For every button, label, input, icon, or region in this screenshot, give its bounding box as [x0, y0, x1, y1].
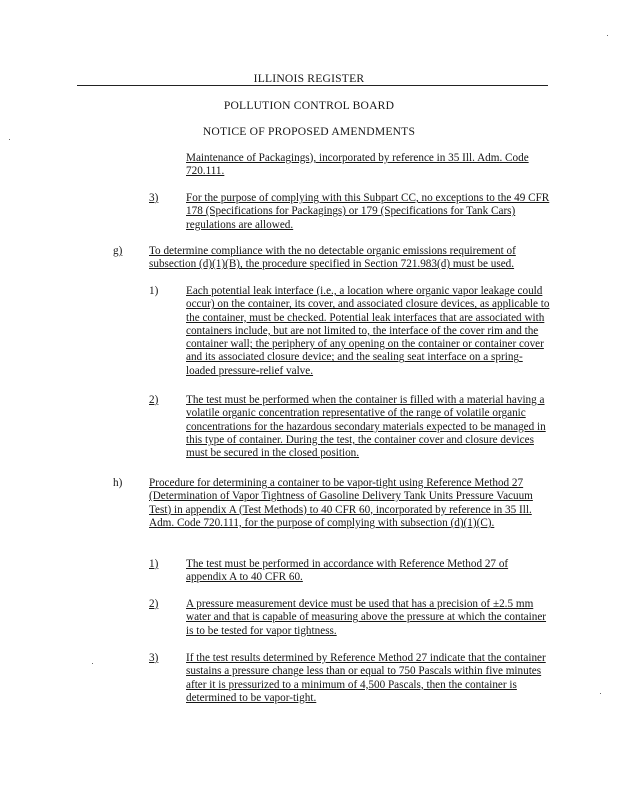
header-rule [77, 85, 548, 86]
item-g1-text: Each potential leak interface (i.e., a location where organic vapor leakage could occur) on the container, its cover, and associated closure devices, as applicable to the container, must be checked. Potential leak interfaces that are associated with containers include, but are not limited to, the interface of the cover rim and the container wall; the periphery of any opening on the container or container cover and its associated closure device; and the sealing seat interface on a spring-loaded pressure-relief valve. [186, 285, 550, 377]
board-title: POLLUTION CONTROL BOARD [223, 99, 395, 112]
item-h1-label: 1) [149, 558, 159, 570]
item-h2-label: 2) [149, 598, 159, 610]
scan-speck [9, 139, 10, 140]
section-g-label: g) [113, 245, 123, 257]
item-g1-label: 1) [149, 285, 159, 297]
continuation-text: Maintenance of Packagings), incorporated by reference in 35 Ill. Adm. Code 720.111. [186, 152, 529, 178]
item-f3-text: For the purpose of complying with this Subpart CC, no exceptions to the 49 CFR 178 (Specifications for Packagings) or 179 (Specifications for Tank Cars) regulations are allowed. [186, 192, 550, 231]
scan-speck [607, 35, 608, 36]
section-h-label: h) [113, 477, 123, 489]
scan-speck [600, 693, 601, 694]
section-h-text: Procedure for determining a container to be vapor-tight using Reference Method 27 (Determination of Vapor Tightness of Gasoline Delivery Tank Units Pressure Vacuum Test) in appendix A (Test Methods) to 40 CFR 60, incorporated by reference in 35 Ill. Adm. Code 720.111, for the purpose of complying with subsection (d)(1)(C). [149, 477, 533, 529]
register-title: ILLINOIS REGISTER [253, 72, 365, 85]
scan-speck [92, 663, 93, 664]
item-g2-text: The test must be performed when the container is filled with a material having a volatile organic concentration representative of the range of volatile organic concentrations for the hazardous secondary materials expected to be managed in this type of container. During the test, the container cover and closure devices must be secured in the closed position. [186, 394, 546, 460]
notice-title: NOTICE OF PROPOSED AMENDMENTS [202, 125, 416, 138]
item-f3-label: 3) [149, 192, 159, 204]
item-h3-label: 3) [149, 652, 159, 664]
item-g2-label: 2) [149, 394, 159, 406]
item-h1-text: The test must be performed in accordance with Reference Method 27 of appendix A to 40 CFR 60. [186, 558, 509, 584]
section-g-text: To determine compliance with the no detectable organic emissions requirement of subsection (d)(1)(B), the procedure specified in Section 721.983(d) must be used. [149, 245, 516, 271]
item-h2-text: A pressure measurement device must be used that has a precision of ±2.5 mm water and that is capable of measuring above the pressure at which the container is to be tested for vapor tightness. [186, 598, 547, 637]
item-h3-text: If the test results determined by Reference Method 27 indicate that the container sustains a pressure change less than or equal to 750 Pascals within five minutes after it is pressurized to a minimum of 4,500 Pascals, then the container is determined to be vapor-tight. [186, 652, 546, 704]
